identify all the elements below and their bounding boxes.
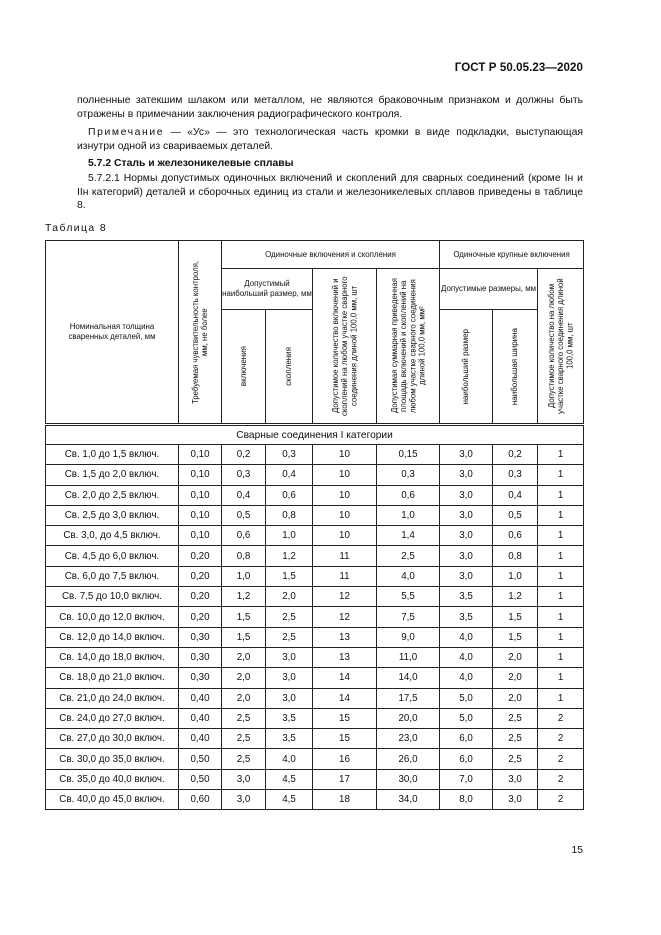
cell-thickness: Св. 7,5 до 10,0 включ.	[46, 587, 179, 607]
cell-inclusion: 1,5	[222, 607, 266, 627]
table-row	[46, 668, 584, 688]
cell-sensitivity: 0,30	[179, 668, 222, 688]
header-thickness: Номинальная толщина сваренных деталей, мм	[46, 241, 179, 425]
page-number: 15	[571, 845, 583, 856]
table-row	[46, 505, 584, 525]
cell-area: 23,0	[377, 729, 440, 749]
cell-largest-width: 2,5	[493, 749, 538, 769]
cell-largest-width: 1,2	[493, 587, 538, 607]
cell-sensitivity: 0,40	[179, 708, 222, 728]
note-body: — «Ус» — это технологическая часть кромки в виде подкладки, выступающая изнутри одной из свариваемых деталей.	[77, 127, 583, 152]
cell-large-count: 2	[538, 729, 584, 749]
cell-area: 0,6	[377, 485, 440, 505]
table-row	[46, 749, 584, 769]
header-large-count: Допустимое количество на любом участке сварного соединения длиной 100,0 мм, шт	[538, 269, 584, 425]
section-heading: 5.7.2 Сталь и железоникелевые сплавы	[88, 158, 294, 169]
cell-inclusion: 2,5	[222, 708, 266, 728]
cell-area: 1,0	[377, 505, 440, 525]
cell-thickness: Св. 21,0 до 24,0 включ.	[46, 688, 179, 708]
table-row	[46, 587, 584, 607]
header-count: Допустимое количество включений и скоплений на любом участке сварного соединения длиной 100,0 мм, шт	[313, 269, 377, 425]
cell-cluster: 3,0	[266, 647, 313, 667]
cell-count: 12	[313, 607, 377, 627]
cell-cluster: 1,2	[266, 546, 313, 566]
cell-count: 15	[313, 708, 377, 728]
table-row	[46, 708, 584, 728]
header-max-size: Допустимый наибольший размер, мм	[222, 269, 313, 310]
cell-thickness: Св. 35,0 до 40,0 включ.	[46, 769, 179, 789]
cell-cluster: 2,5	[266, 627, 313, 647]
cell-largest-size: 5,0	[440, 688, 493, 708]
cell-count: 11	[313, 546, 377, 566]
cell-cluster: 0,6	[266, 485, 313, 505]
cell-cluster: 0,4	[266, 465, 313, 485]
cell-large-count: 1	[538, 445, 584, 465]
paragraph-5-7-2-1: 5.7.2.1 Нормы допустимых одиночных включений и скоплений для сварных соединений (кроме Iн и IIн категорий) деталей и сборочных единиц из стали и железоникелевых сплавов приведены в таблице 8.	[77, 173, 583, 212]
header-largest-width: наибольшая ширина	[493, 309, 538, 424]
cell-sensitivity: 0,60	[179, 790, 222, 810]
cell-count: 16	[313, 749, 377, 769]
header-largest-size: наибольший размер	[440, 309, 493, 424]
cell-largest-size: 8,0	[440, 790, 493, 810]
table-row	[46, 647, 584, 667]
cell-sensitivity: 0,20	[179, 566, 222, 586]
cell-thickness: Св. 1,5 до 2,0 включ.	[46, 465, 179, 485]
cell-thickness: Св. 1,0 до 1,5 включ.	[46, 445, 179, 465]
cell-largest-width: 1,5	[493, 607, 538, 627]
cell-large-count: 1	[538, 627, 584, 647]
cell-area: 4,0	[377, 566, 440, 586]
cell-largest-size: 3,0	[440, 505, 493, 525]
cell-inclusion: 0,3	[222, 465, 266, 485]
cell-sensitivity: 0,40	[179, 688, 222, 708]
paragraph-continuation: полненные затекшим шлаком или металлом, не являются браковочным признаком и должны быть отражены в примечании заключения радиографического контроля.	[77, 95, 583, 120]
header-sizes: Допустимые размеры, мм	[440, 269, 538, 310]
cell-cluster: 0,8	[266, 505, 313, 525]
cell-largest-width: 1,5	[493, 627, 538, 647]
cell-inclusion: 0,8	[222, 546, 266, 566]
cell-largest-width: 2,0	[493, 688, 538, 708]
cell-sensitivity: 0,10	[179, 445, 222, 465]
header-inclusions: включения	[222, 309, 266, 424]
cell-large-count: 2	[538, 749, 584, 769]
cell-inclusion: 2,0	[222, 647, 266, 667]
cell-largest-size: 7,0	[440, 769, 493, 789]
cell-sensitivity: 0,10	[179, 505, 222, 525]
cell-largest-size: 3,5	[440, 587, 493, 607]
cell-large-count: 2	[538, 790, 584, 810]
cell-large-count: 2	[538, 708, 584, 728]
cell-inclusion: 2,0	[222, 688, 266, 708]
table-8	[45, 240, 584, 810]
cell-large-count: 1	[538, 546, 584, 566]
cell-thickness: Св. 24,0 до 27,0 включ.	[46, 708, 179, 728]
cell-cluster: 4,5	[266, 790, 313, 810]
note-paragraph	[77, 126, 583, 153]
table-row	[46, 688, 584, 708]
cell-count: 12	[313, 587, 377, 607]
cell-area: 2,5	[377, 546, 440, 566]
cell-largest-width: 0,3	[493, 465, 538, 485]
cell-large-count: 1	[538, 566, 584, 586]
cell-inclusion: 2,5	[222, 729, 266, 749]
cell-largest-width: 2,5	[493, 708, 538, 728]
table-row	[46, 607, 584, 627]
table-row	[46, 465, 584, 485]
cell-large-count: 2	[538, 769, 584, 789]
cell-largest-size: 6,0	[440, 749, 493, 769]
cell-count: 13	[313, 627, 377, 647]
cell-inclusion: 1,5	[222, 627, 266, 647]
cell-inclusion: 0,5	[222, 505, 266, 525]
cell-largest-size: 5,0	[440, 708, 493, 728]
cell-cluster: 4,0	[266, 749, 313, 769]
cell-largest-size: 6,0	[440, 729, 493, 749]
table-row	[46, 445, 584, 465]
cell-large-count: 1	[538, 505, 584, 525]
cell-largest-width: 3,0	[493, 769, 538, 789]
cell-cluster: 3,5	[266, 708, 313, 728]
cell-area: 34,0	[377, 790, 440, 810]
cell-count: 10	[313, 485, 377, 505]
cell-largest-size: 4,0	[440, 627, 493, 647]
cell-largest-size: 3,0	[440, 465, 493, 485]
cell-count: 17	[313, 769, 377, 789]
cell-large-count: 1	[538, 688, 584, 708]
cell-largest-width: 2,0	[493, 647, 538, 667]
cell-thickness: Св. 40,0 до 45,0 включ.	[46, 790, 179, 810]
cell-count: 11	[313, 566, 377, 586]
cell-largest-size: 3,0	[440, 485, 493, 505]
cell-area: 9,0	[377, 627, 440, 647]
cell-thickness: Св. 12,0 до 14,0 включ.	[46, 627, 179, 647]
cell-area: 5,5	[377, 587, 440, 607]
cell-largest-width: 2,5	[493, 729, 538, 749]
cell-cluster: 4,5	[266, 769, 313, 789]
note-label: Примечание	[88, 127, 165, 138]
table-row	[46, 566, 584, 586]
cell-area: 7,5	[377, 607, 440, 627]
table-row	[46, 729, 584, 749]
cell-inclusion: 1,0	[222, 566, 266, 586]
cell-count: 10	[313, 505, 377, 525]
cell-thickness: Св. 27,0 до 30,0 включ.	[46, 729, 179, 749]
cell-inclusion: 2,0	[222, 668, 266, 688]
cell-sensitivity: 0,10	[179, 526, 222, 546]
cell-count: 14	[313, 668, 377, 688]
cell-thickness: Св. 18,0 до 21,0 включ.	[46, 668, 179, 688]
cell-area: 30,0	[377, 769, 440, 789]
cell-large-count: 1	[538, 647, 584, 667]
cell-cluster: 1,0	[266, 526, 313, 546]
cell-thickness: Св. 14,0 до 18,0 включ.	[46, 647, 179, 667]
cell-largest-width: 0,4	[493, 485, 538, 505]
cell-largest-width: 1,0	[493, 566, 538, 586]
header-group-single: Одиночные включения и скопления	[222, 241, 440, 269]
standard-designation: ГОСТ Р 50.05.23—2020	[454, 62, 583, 74]
cell-sensitivity: 0,10	[179, 465, 222, 485]
cell-cluster: 3,0	[266, 668, 313, 688]
cell-area: 11,0	[377, 647, 440, 667]
header-group-large: Одиночные крупные включения	[440, 241, 584, 269]
cell-cluster: 0,3	[266, 445, 313, 465]
cell-sensitivity: 0,50	[179, 769, 222, 789]
cell-inclusion: 0,6	[222, 526, 266, 546]
cell-count: 14	[313, 688, 377, 708]
cell-largest-width: 0,5	[493, 505, 538, 525]
cell-sensitivity: 0,20	[179, 607, 222, 627]
cell-largest-size: 3,0	[440, 526, 493, 546]
cell-largest-size: 4,0	[440, 647, 493, 667]
cell-inclusion: 3,0	[222, 790, 266, 810]
cell-area: 0,3	[377, 465, 440, 485]
cell-large-count: 1	[538, 607, 584, 627]
cell-largest-width: 0,8	[493, 546, 538, 566]
cell-area: 17,5	[377, 688, 440, 708]
cell-count: 15	[313, 729, 377, 749]
cell-large-count: 1	[538, 668, 584, 688]
table-row	[46, 546, 584, 566]
header-clusters: скопления	[266, 309, 313, 424]
cell-count: 10	[313, 445, 377, 465]
cell-largest-size: 4,0	[440, 668, 493, 688]
cell-cluster: 3,0	[266, 688, 313, 708]
cell-inclusion: 2,5	[222, 749, 266, 769]
header-sensitivity: Требуемая чувствительность контроля, мм, не более	[179, 241, 222, 425]
category-label: Сварные соединения I категории	[46, 425, 584, 445]
cell-count: 18	[313, 790, 377, 810]
cell-cluster: 1,5	[266, 566, 313, 586]
cell-cluster: 3,5	[266, 729, 313, 749]
cell-inclusion: 0,2	[222, 445, 266, 465]
cell-area: 14,0	[377, 668, 440, 688]
cell-area: 1,4	[377, 526, 440, 546]
cell-thickness: Св. 4,5 до 6,0 включ.	[46, 546, 179, 566]
table-row	[46, 790, 584, 810]
table-caption: Таблица 8	[45, 223, 108, 234]
cell-large-count: 1	[538, 485, 584, 505]
cell-sensitivity: 0,30	[179, 647, 222, 667]
cell-sensitivity: 0,20	[179, 546, 222, 566]
cell-thickness: Св. 30,0 до 35,0 включ.	[46, 749, 179, 769]
cell-largest-size: 3,0	[440, 566, 493, 586]
table-row	[46, 769, 584, 789]
cell-area: 0,15	[377, 445, 440, 465]
cell-sensitivity: 0,20	[179, 587, 222, 607]
cell-count: 13	[313, 647, 377, 667]
cell-count: 10	[313, 465, 377, 485]
cell-sensitivity: 0,30	[179, 627, 222, 647]
cell-largest-size: 3,0	[440, 445, 493, 465]
cell-thickness: Св. 2,5 до 3,0 включ.	[46, 505, 179, 525]
cell-sensitivity: 0,10	[179, 485, 222, 505]
cell-cluster: 2,5	[266, 607, 313, 627]
cell-sensitivity: 0,50	[179, 749, 222, 769]
table-row	[46, 526, 584, 546]
table-row	[46, 627, 584, 647]
cell-largest-width: 2,0	[493, 668, 538, 688]
cell-large-count: 1	[538, 587, 584, 607]
cell-thickness: Св. 3,0, до 4,5 включ.	[46, 526, 179, 546]
cell-count: 10	[313, 526, 377, 546]
table-row	[46, 485, 584, 505]
cell-inclusion: 3,0	[222, 769, 266, 789]
category-row	[46, 425, 584, 445]
cell-large-count: 1	[538, 526, 584, 546]
cell-inclusion: 0,4	[222, 485, 266, 505]
cell-area: 20,0	[377, 708, 440, 728]
cell-largest-width: 0,2	[493, 445, 538, 465]
cell-largest-size: 3,5	[440, 607, 493, 627]
cell-thickness: Св. 10,0 до 12,0 включ.	[46, 607, 179, 627]
cell-inclusion: 1,2	[222, 587, 266, 607]
cell-large-count: 1	[538, 465, 584, 485]
header-area: Допустимая суммарная приведенная площадь включений и скоплений на любом участке сварного соединения длиной 100,0 мм, мм²	[377, 269, 440, 425]
cell-cluster: 2,0	[266, 587, 313, 607]
cell-thickness: Св. 6,0 до 7,5 включ.	[46, 566, 179, 586]
cell-largest-width: 3,0	[493, 790, 538, 810]
cell-largest-width: 0,6	[493, 526, 538, 546]
cell-largest-size: 3,0	[440, 546, 493, 566]
cell-thickness: Св. 2,0 до 2,5 включ.	[46, 485, 179, 505]
cell-sensitivity: 0,40	[179, 729, 222, 749]
cell-area: 26,0	[377, 749, 440, 769]
